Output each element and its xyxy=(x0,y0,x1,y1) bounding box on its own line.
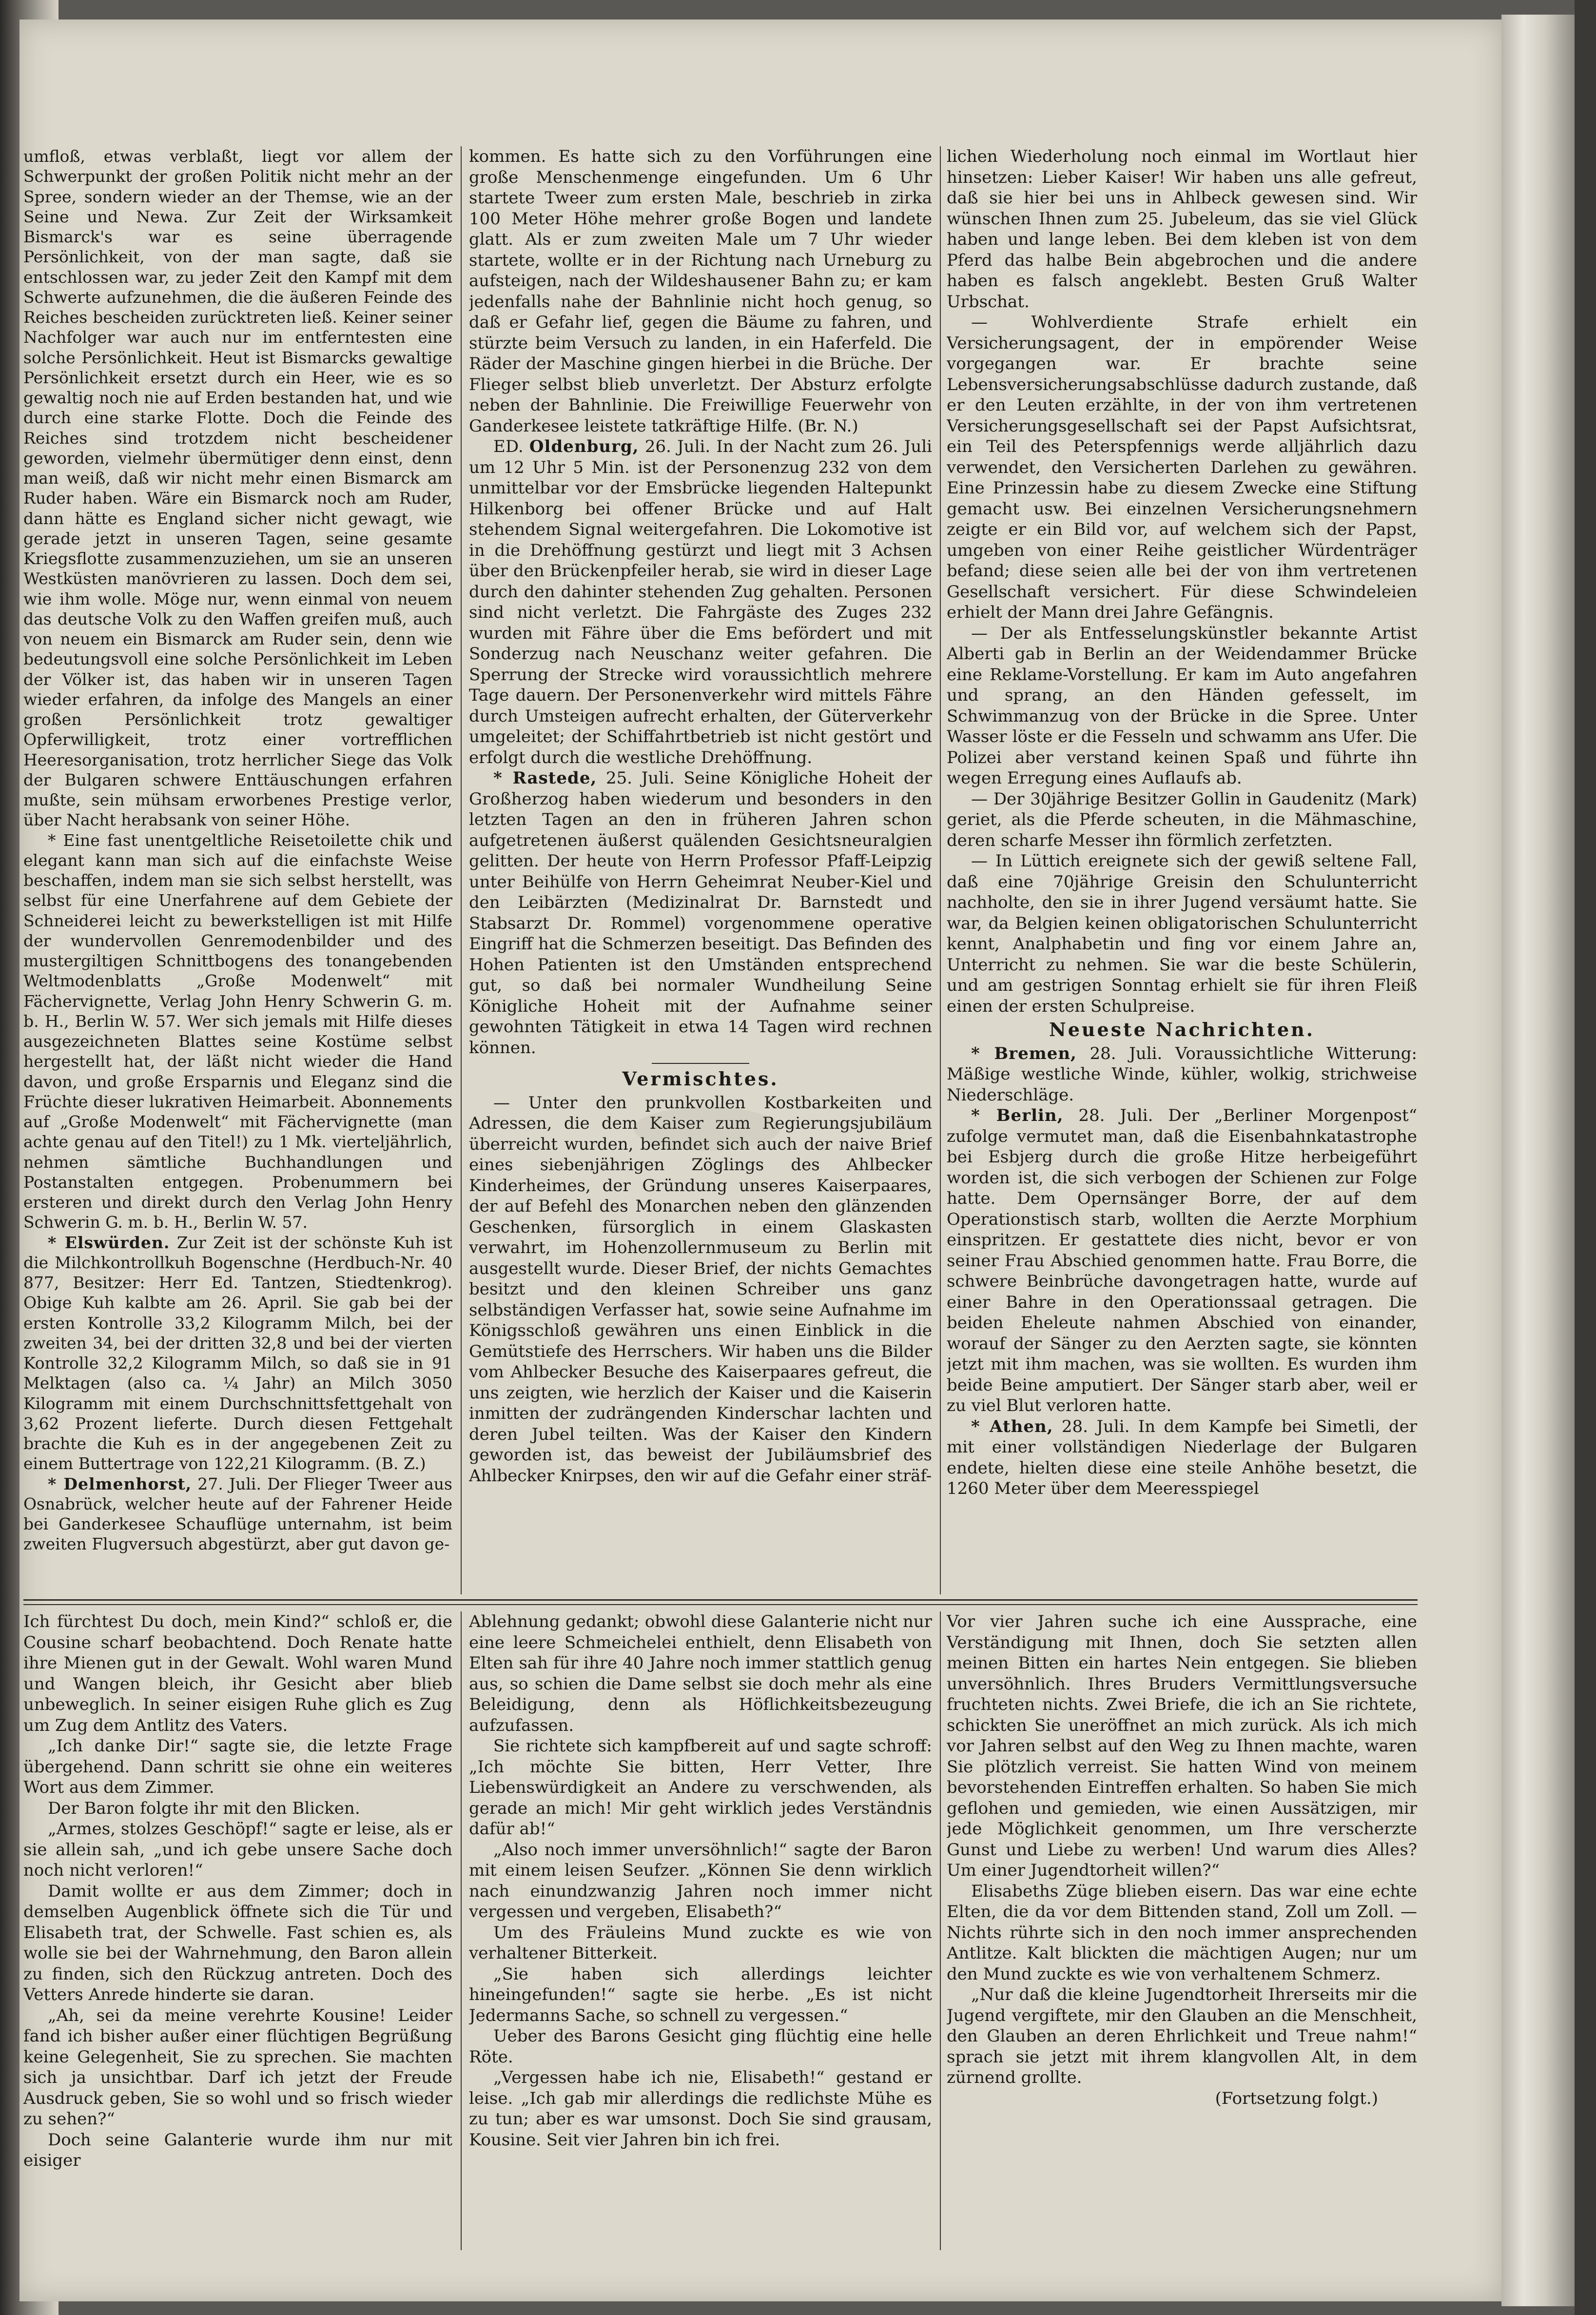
article-dateline: * Delmenhorst, xyxy=(48,1474,192,1493)
article-text: umfloß, etwas verblaßt, liegt vor allem der Schwerpunkt der großen Politik nicht mehr an der Spree, sondern wieder an der Themse, wie an der Seine und Newa. Zur Zeit der Wirksamkeit Bismarck's war es seine überragende Persönlichkeit, von der man sagte, daß sie entschlossen war, zu jeder Zeit den Kampf mit dem Schwerte aufzunehmen, die die äußeren Feinde des Reiches bescheiden zurücktreten ließ. Keiner seiner Nachfolger war auch nur im entferntesten eine solche Persönlichkeit. Heut ist Bismarcks gewaltige Persönlichkeit ersetzt durch ein Heer, wie es so gewaltig noch nie auf Erden bestanden hat, und wie durch eine starke Flotte. Doch die Feinde des Reiches sind trotzdem nicht bescheidener geworden, vielmehr übermütiger denn einst, denn man weiß, daß wir nicht mehr einen Bismarck am Ruder haben. Wäre ein Bismarck noch am Ruder, dann hätte es England sicher nicht gewagt, wie gerade jetzt in unseren Tagen, seine gesamte Kriegsflotte zusammenzuziehen, um sie an unseren Westküsten manövrieren zu lassen. Doch dem sei, wie ihm wolle. Möge nur, wenn einmal von neuem das deutsche Volk zu den Waffen greifen muß, auch von neuem ein Bismarck am Ruder sein, denn wie bedeutungsvoll eine solche Persönlichkeit im Leben der Völker ist, das haben wir in unseren Tagen wieder erfahren, da infolge des Mangels an einer großen Persönlichkeit trotz gewaltiger Opferwilligkeit, trotz einer vortrefflichen Heeresorganisation, trotz herrlicher Siege das Volk der Bulgaren schwere Enttäuschungen erfahren mußte, sein mühsam erworbenes Prestige verlor, über Nacht herabsank von seiner Höhe. xyxy=(23,147,452,830)
article-text: Der Baron folgte ihr mit den Blicken. xyxy=(48,1798,360,1818)
article-text: „Nur daß die kleine Jugendtorheit Ihrerseits mir die Jugend vergiftete, mir den Glauben an die Menschheit, den Glauben an deren Ehrlichkeit und Treue nahm!“ sprach sie jetzt mit ihrem klangvollen Alt, in dem zürnend grollte. xyxy=(947,1985,1417,2087)
upper-column-3 xyxy=(947,146,1417,1589)
article-text: „Ich danke Dir!“ sagte sie, die letzte Frage übergehend. Dann schritt sie ohne ein weiteres Wort aus dem Zimmer. xyxy=(23,1736,452,1797)
article-paragraph xyxy=(469,436,932,768)
article-text: „Also noch immer unversöhnlich!“ sagte der Baron mit einem leisen Seufzer. „Können Sie denn wirklich nach einundzwanzig Jahren noch immer nicht vergessen und vergeben, Elisabeth?“ xyxy=(469,1840,932,1922)
article-text: 28. Juli. Voraussichtliche Witterung: Mäßige westliche Winde, kühler, wolkig, strichweise Niederschläge. xyxy=(947,1043,1417,1105)
article-paragraph xyxy=(947,1881,1417,1985)
short-divider xyxy=(652,1063,749,1064)
article-paragraph xyxy=(23,2005,452,2130)
agency-prefix: ED. xyxy=(493,437,529,456)
article-paragraph xyxy=(947,623,1417,789)
article-text: Ueber des Barons Gesicht ging flüchtig eine helle Röte. xyxy=(469,2026,932,2067)
article-text: Elisabeths Züge blieben eisern. Das war eine echte Elten, die da vor dem Bittenden stand, Zoll um Zoll. — Nichts rührte sich in den noch immer ansprechenden Antlitze. Kalt blickten die mächtigen Augen; nur um den Mund zuckte es wie von verhaltenem Schmerz. xyxy=(947,1881,1417,1984)
lower-column-3 xyxy=(947,1611,1417,2250)
article-text: „Sie haben sich allerdings leichter hineingefunden!“ sagte sie herbe. „Es ist nicht Jedermanns Sache, so schnell zu vergessen.“ xyxy=(469,1964,932,2025)
upper-column-2 xyxy=(469,146,932,1589)
article-text: 28. Juli. Der „Berliner Morgenpost“ zufolge vermutet man, daß die Eisenbahnkatastrophe bei Esbjerg durch die große Hitze herbeigeführt worden ist, die sich verbogen der Schienen zur Folge hatte. Dem Opernsänger Borre, der auf dem Operationstisch starb, wollten die Aerzte Morphium einspritzen. Er gestattete dies nicht, bevor er von seiner Frau Abschied genommen hatte. Frau Borre, die schwere Beinbrüche davongetragen hatte, wurde auf einer Bahre in den Operationssaal getragen. Die beiden Eheleute nahmen Abschied von einander, worauf der Sänger zu den Aerzten sagte, sie könnten jetzt mit ihm machen, was sie wollten. Es wurden ihm beide Beine amputiert. Der Sänger starb aber, weil er zu viel Blut verloren hatte. xyxy=(947,1106,1417,1415)
article-paragraph xyxy=(23,1881,452,2005)
feuilleton-separator-thin xyxy=(23,1604,1418,1605)
article-paragraph xyxy=(947,1105,1417,1416)
article-text: Ich fürchtest Du doch, mein Kind?“ schloß er, die Cousine scharf beobachtend. Doch Renate hatte ihre Mienen gut in der Gewalt. Wohl waren Mund und Wangen bleich, ihr Gesicht aber blieb unbeweglich. In seiner eisigen Ruhe glich es Zug um Zug dem Antlitz des Vaters. xyxy=(23,1612,452,1735)
article-text: — Wohlverdiente Strafe erhielt ein Versicherungsagent, der in empörender Weise vorgegangen war. Er brachte seine Lebensversicherungsabschlüsse dadurch zustande, daß er den Leuten erzählte, in der von ihm vertretenen Versicherungsgesellschaft sei der Papst Aufsichtsrat, ein Teil des Peterspfennigs werde alljährlich dazu verwendet, den Versicherten Darlehen zu gewähren. Eine Prinzessin habe zu diesem Zwecke eine Stiftung gemacht usw. Bei einzelnen Versicherungsnehmern zeigte er ein Bild vor, auf welchem sich der Papst, umgeben von einer Reihe geistlicher Würdenträger befand; diese seien alle bei der von ihm vertretenen Gesellschaft versichert. Für diese Schwindeleien erhielt der Mann drei Jahre Gefängnis. xyxy=(947,313,1417,622)
article-text: — Der als Entfesselungskünstler bekannte Artist Alberti gab in Berlin an der Weidendammer Brücke eine Reklame-Vorstellung. Er kam im Auto angefahren und sprang, an den Händen gefesselt, im Schwimmanzug von der Brücke in die Spree. Unter Wasser löste er die Fesseln und schwamm ans Ufer. Die Polizei aber verstand keinen Spaß und führte ihn wegen Erregung eines Auflaufs ab. xyxy=(947,623,1417,788)
article-paragraph xyxy=(947,312,1417,623)
article-paragraph xyxy=(23,1474,452,1554)
article-text: 28. Juli. In dem Kampfe bei Simetli, der mit einer vollständigen Niederlage der Bulgaren endete, hielten diese eine steile Anhöhe besetzt, die 1260 Meter über dem Meeresspiegel xyxy=(947,1416,1417,1498)
article-paragraph xyxy=(23,1819,452,1881)
article-text: — Der 30jährige Besitzer Gollin in Gaudenitz (Mark) geriet, als die Pferde scheuten, in die Mähmaschine, deren scharfe Messer ihn förmlich zerfetzten. xyxy=(947,789,1417,850)
article-paragraph xyxy=(469,1964,932,2026)
article-paragraph xyxy=(947,146,1417,312)
article-text: 25. Juli. Seine Königliche Hoheit der Großherzog haben wiederum und besonders in den letzten Tagen an den in früheren Jahren schon aufgetretenen äußerst quälenden Gesichtsneuralgien gelitten. Der heute von Herrn Professor Pfaff-Leipzig unter Beihülfe von Herrn Geheimrat Neuber-Kiel und den Leibärzten (Medizinalrat Dr. Barnstedt und Stabsarzt Dr. Rommel) vorgenommene operative Eingriff hat die Schmerzen beseitigt. Das Befinden des Hohen Patienten ist den Umständen entsprechend gut, so daß bei normaler Wundheilung Seine Königliche Hoheit mit der Aufnahme seiner gewohnten Tätigkeit in etwa 14 Tagen wird rechnen können. xyxy=(469,768,932,1058)
article-paragraph xyxy=(23,830,452,1233)
article-text: Ablehnung gedankt; obwohl diese Galanterie nicht nur eine leere Schmeichelei enthielt, denn Elisabeth von Elten sah für ihre 40 Jahre noch immer stattlich genug aus, so schien die Dame selbst sie doch mehr als eine Beleidigung, denn als Höflichkeitsbezeugung aufzufassen. xyxy=(469,1612,932,1735)
article-text: Vor vier Jahren suche ich eine Aussprache, eine Verständigung mit Ihnen, doch Sie setzten allen meinen Bitten ein hartes Nein entgegen. Sie blieben unversöhnlich. Ihres Bruders Vermittlungsversuche fruchteten nichts. Zwei Briefe, die ich an Sie richtete, schickten Sie uneröffnet an mich zurück. Als ich mich vor Jahren selbst auf den Weg zu Ihnen machte, waren Sie plötzlich verreist. Sie hatten Wind von meinem bevorstehenden Eintreffen erhalten. So haben Sie mich geflohen und gemieden, wie einen Aussätzigen, mir jede Möglichkeit genommen, um Ihre verscherzte Gunst und Liebe zu werben! Und warum dies Alles? Um einer Jugendtorheit willen?“ xyxy=(947,1612,1417,1880)
article-text: * Eine fast unentgeltliche Reisetoilette chik und elegant kann man sich auf die einfachste Weise beschaffen, indem man sie sich selbst herstellt, was selbst für eine Unerfahrene auf dem Gebiete der Schneiderei leicht zu bewerkstelligen ist mit Hilfe der wundervollen Genremodenbilder und des mustergiltigen Schnittbogens des tonangebenden Weltmodenblatts „Große Modenwelt“ mit Fächervignette, Verlag John Henry Schwerin G. m. b. H., Berlin W. 57. Wer sich jemals mit Hilfe dieses ausgezeichneten Blattes seine Kostüme selbst hergestellt hat, der läßt nicht wieder die Hand davon, und große Ersparnis und Eleganz sind die Früchte dieser lukrativen Heimarbeit. Abonnements auf „Große Modenwelt“ mit Fächervignette (man achte genau auf den Titel!) zu 1 Mk. vierteljährlich, nehmen sämtliche Buchhandlungen und Postanstalten entgegen. Probenummern bei ersteren und direkt durch den Verlag John Henry Schwerin G. m. b. H., Berlin W. 57. xyxy=(23,830,452,1232)
article-text: Zur Zeit ist der schönste Kuh ist die Milchkontrollkuh Bogenschne (Herdbuch-Nr. 40 877, Besitzer: Herr Ed. Tantzen, Stiedtenkrog). Obige Kuh kalbte am 26. April. Sie gab bei der ersten Kontrolle 33,2 Kilogramm Milch, bei der zweiten 34, bei der dritten 32,8 und bei der vierten Kontrolle 32,2 Kilogramm Milch, so daß sie in 91 Melktagen (also ca. ¼ Jahr) an Milch 3050 Kilogramm mit einem Durchschnittsfettgehalt von 3,62 Prozent lieferte. Durch diesen Fettgehalt brachte die Kuh es in der angegebenen Zeit zu einem Buttertrage von 122,21 Kilogramm. (B. Z.) xyxy=(23,1233,452,1473)
section-heading: Vermischtes. xyxy=(622,1068,779,1090)
article-text: Um des Fräuleins Mund zuckte es wie von verhaltener Bitterkeit. xyxy=(469,1923,932,1963)
article-dateline: * Bremen, xyxy=(971,1043,1077,1063)
article-text: 27. Juli. Der Flieger Tweer aus Osnabrück, welcher heute auf der Fahrener Heide bei Ganderkesee Schauflüge unternahm, ist beim zweiten Flugversuch abgestürzt, aber gut davon ge- xyxy=(23,1474,452,1554)
article-text: Doch seine Galanterie wurde ihm nur mit eisiger xyxy=(23,2130,452,2170)
article-paragraph xyxy=(947,851,1417,1017)
article-paragraph xyxy=(469,146,932,436)
article-paragraph xyxy=(469,1736,932,1840)
article-paragraph xyxy=(469,1093,932,1487)
article-dateline: Oldenburg, xyxy=(529,437,639,456)
article-text: 26. Juli. In der Nacht zum 26. Juli um 12 Uhr 5 Min. ist der Personenzug 232 von dem unmittelbar vor der Emsbrücke liegenden Haltepunkt Hilkenborg bei offener Brücke und auf Halt stehendem Signal weitergefahren. Die Lokomotive ist in die Drehöffnung gestürzt und liegt mit 3 Achsen über den Brückenpfeiler herab, sie wird in dieser Lage durch den dahinter stehenden Zug gehalten. Personen sind nicht verletzt. Die Fahrgäste des Zuges 232 wurden mit Fähre über die Ems befördert und mit Sonderzug nach Neuschanz weiter gefahren. Die Sperrung der Strecke wird voraussichtlich mehrere Tage dauern. Der Personenverkehr wird mittels Fähre durch Umsteigen aufrecht erhalten, der Güterverkehr umgeleitet; der Schiffahrtbetrieb ist nicht gestört und erfolgt durch die westliche Drehöffnung. xyxy=(469,437,932,767)
article-text: Sie richtete sich kampfbereit auf und sagte schroff: „Ich möchte Sie bitten, Herr Vetter, Ihre Liebenswürdigkeit an Andere zu verschwenden, als gerade an mich! Mir geht wirklich jedes Verständnis dafür ab!“ xyxy=(469,1736,932,1839)
article-paragraph xyxy=(23,1736,452,1798)
column-divider xyxy=(940,146,941,1594)
article-paragraph xyxy=(469,1923,932,1964)
article-paragraph xyxy=(469,2026,932,2067)
article-paragraph xyxy=(947,789,1417,851)
lower-column-1 xyxy=(23,1611,452,2250)
feuilleton-separator xyxy=(23,1599,1418,1601)
column-divider xyxy=(461,146,462,1594)
article-text: Damit wollte er aus dem Zimmer; doch in demselben Augenblick öffnete sich die Tür und Elisabeth trat, der Schwelle. Fast schien es, als wolle sie bei der Wahrnehmung, den Baron allein zu finden, sich den Rückzug antreten. Doch des Vetters Anrede hinderte sie daran. xyxy=(23,1881,452,2004)
article-text: „Ah, sei da meine verehrte Kousine! Leider fand ich bisher außer einer flüchtigen Begrüßung keine Gelegenheit, Sie zu sprechen. Sie machten sich ja unsichtbar. Darf ich jetzt der Freude Ausdruck geben, Sie so wohl und so frisch wieder zu sehen?“ xyxy=(23,2005,452,2129)
library-stamp-smudge xyxy=(634,1107,780,1151)
article-paragraph xyxy=(23,1611,452,1736)
article-paragraph xyxy=(23,146,452,830)
to-be-continued: (Fortsetzung folgt.) xyxy=(1215,2088,1378,2108)
upper-column-1 xyxy=(23,146,452,1589)
article-text: — Unter den prunkvollen Kostbarkeiten und Adressen, die dem Kaiser zum Regierungsjubiläum überreicht wurden, befindet sich auch der naive Brief eines siebenjährigen Zöglings des Ahlbecker Kinderheimes, der Gründung unseres Kaiserpaares, der auf Befehl des Monarchen neben den glänzenden Geschenken, fürsorglich in einem Glaskasten verwahrt, im Hohenzollernmuseum zu Berlin mit ausgestellt wurde. Dieser Brief, der nichts Gemachtes besitzt und den kleinen Schreiber uns ganz selbständigen Verfasser hat, sowie seine Aufnahme im Königsschloß gewähren uns einen Einblick in die Gemütstiefe des Herrschers. Wir haben uns die Bilder vom Ahlbecker Besuche des Kaiserpaares gefreut, die uns zeigten, wie herzlich der Kaiser und die Kaiserin inmitten der zudrängenden Kinderschar lachten und deren Jubel teilten. Was der Kaiser den Kindern geworden ist, das beweist der Jubiläumsbrief des Ahlbecker Knirpses, den wir auf die Gefahr einer sträf- xyxy=(469,1093,932,1486)
article-paragraph xyxy=(469,768,932,1058)
section-heading: Neueste Nachrichten. xyxy=(1049,1019,1315,1040)
page-edge-stack xyxy=(1501,15,1575,2306)
article-text: kommen. Es hatte sich zu den Vorführungen eine große Menschenmenge eingefunden. Um 6 Uhr startete Tweer zum ersten Male, beschrieb in zirka 100 Meter Höhe mehrer große Bogen und landete glatt. Als er zum zweiten Male um 7 Uhr wieder startete, wollte er in der Richtung nach Urneburg zu aufsteigen, nach der Wildeshausener Bahn zu; er kam jedenfalls nahe der Bahnlinie nicht hoch genug, so daß er Gefahr lief, gegen die Bäume zu fahren, und stürzte beim Versuch zu landen, in ein Haferfeld. Die Räder der Maschine gingen hierbei in die Brüche. Der Flieger selbst blieb unverletzt. Der Absturz erfolgte neben der Bahnlinie. Die Freiwillige Feuerwehr von Ganderkesee leistete tatkräftige Hilfe. (Br. N.) xyxy=(469,147,932,436)
article-paragraph xyxy=(469,1611,932,1736)
lower-column-2 xyxy=(469,1611,932,2250)
article-paragraph xyxy=(23,1798,452,1819)
article-dateline: * Elswürden. xyxy=(48,1233,170,1252)
article-paragraph xyxy=(23,2130,452,2171)
scan-border xyxy=(1575,0,1596,2315)
article-text: „Armes, stolzes Geschöpf!“ sagte er leise, als er sie allein sah, „und ich gebe unsere Sache doch noch nicht verloren!“ xyxy=(23,1819,452,1880)
article-text: „Vergessen habe ich nie, Elisabeth!“ gestand er leise. „Ich gab mir allerdings die redlichste Mühe es zu tun; aber es war umsonst. Doch Sie sind grausam, Kousine. Seit vier Jahren bin ich frei. xyxy=(469,2068,932,2150)
article-dateline: * Athen, xyxy=(971,1416,1053,1436)
article-paragraph xyxy=(947,1611,1417,1881)
article-paragraph xyxy=(947,1984,1417,2088)
article-text: lichen Wiederholung noch einmal im Wortlaut hier hinsetzen: Lieber Kaiser! Wir haben uns alle gefreut, daß sie hier bei uns in Ahlbeck gewesen sind. Wir wünschen Ihnen zum 25. Jubeleum, das sie viel Glück haben und lange leben. Bei dem kleben ist von dem Pferd das halbe Bein abgebrochen und die andere haben es falsch angeklebt. Besten Gruß Walter Urbschat. xyxy=(947,147,1417,312)
article-paragraph xyxy=(469,2067,932,2150)
article-dateline: * Rastede, xyxy=(493,768,597,788)
article-paragraph xyxy=(469,1840,932,1923)
article-dateline: * Berlin, xyxy=(971,1106,1064,1125)
article-paragraph xyxy=(23,1233,452,1474)
article-paragraph xyxy=(947,1416,1417,1499)
column-divider xyxy=(461,1611,462,2250)
column-divider xyxy=(940,1611,941,2250)
article-paragraph xyxy=(947,1043,1417,1106)
article-text: — In Lüttich ereignete sich der gewiß seltene Fall, daß eine 70jährige Greisin den Schulunterricht nachholte, den sie in ihrer Jugend versäumt hatte. Sie war, da Belgien keinen obligatorischen Schulunterricht kennt, Analphabetin und fing vor einem Jahre an, Unterricht zu nehmen. Sie war die beste Schülerin, und am gestrigen Sonntag erhielt sie für ihren Fleiß einen der ersten Schulpreise. xyxy=(947,851,1417,1016)
